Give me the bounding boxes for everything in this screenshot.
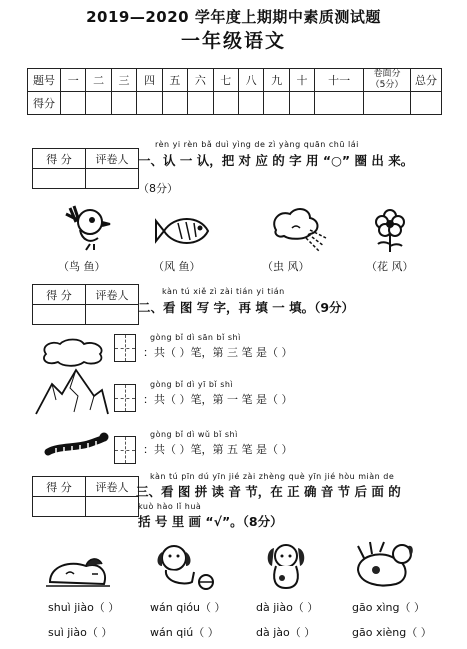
section2-question: 二、看 图 写 字，再 填 一 填。（9分） xyxy=(138,300,355,315)
fish-icon xyxy=(156,213,218,249)
wind-icon xyxy=(270,206,326,252)
exam-subtitle: 一年级语文 xyxy=(180,30,286,52)
score-blank-cell[interactable] xyxy=(238,92,263,115)
grader-score-blank[interactable] xyxy=(33,497,86,517)
pinyin-option[interactable]: suì jiào（ ） xyxy=(48,626,113,639)
grader-name-label: 评卷人 xyxy=(86,477,139,497)
grader-score-label: 得 分 xyxy=(33,477,86,497)
score-blank-cell[interactable] xyxy=(289,92,314,115)
rolling-dog-icon xyxy=(350,540,414,590)
pinyin-option[interactable]: wán qióu（ ） xyxy=(150,601,226,614)
row-question: ：共（ ）笔，第 五 笔 是（ ） xyxy=(143,443,293,456)
score-cell: 一 xyxy=(61,69,86,92)
grader-name-label: 评卷人 xyxy=(86,285,139,305)
grader-name-label: 评卷人 xyxy=(86,149,139,169)
bird-icon xyxy=(56,204,118,252)
score-table-header-row xyxy=(28,69,442,92)
image-label: （风 鱼） xyxy=(153,260,201,273)
pinyin-option[interactable]: dà jào（ ） xyxy=(256,626,316,639)
score-cell: 总分 xyxy=(411,69,442,92)
section1-question: 一、认 一 认，把 对 应 的 字 用 “○” 圈 出 来。 xyxy=(138,153,414,168)
score-table-score-row xyxy=(28,92,442,115)
score-cell: 三 xyxy=(111,69,136,92)
pinyin-option[interactable]: gāo xìng（ ） xyxy=(352,601,425,614)
section3-question-1: 三、看 图 拼 读 音 节，在 正 确 音 节 后 面 的 xyxy=(136,484,401,499)
score-cell: 十 xyxy=(289,69,314,92)
grader-name-blank[interactable] xyxy=(86,169,139,189)
grader-score-label: 得 分 xyxy=(33,285,86,305)
section1-pinyin: rèn yi rèn bǎ duì yìng de zì yàng quān chū lái xyxy=(155,140,359,149)
score-label-cell: 得分 xyxy=(28,92,61,115)
score-cell: 九 xyxy=(264,69,289,92)
ball-dog-icon xyxy=(154,542,216,592)
grader-score-blank[interactable] xyxy=(33,169,86,189)
score-blank-cell[interactable] xyxy=(213,92,238,115)
score-cell: 七 xyxy=(213,69,238,92)
score-cell: 十一 xyxy=(315,69,364,92)
score-blank-cell[interactable] xyxy=(111,92,136,115)
row-pinyin: gòng bǐ dì yī bǐ shì xyxy=(150,380,234,389)
score-blank-cell[interactable] xyxy=(315,92,364,115)
section2-pinyin: kàn tú xiě zì zài tián yi tián xyxy=(162,287,285,296)
grader-name-blank[interactable] xyxy=(86,305,139,325)
tian-grid-box[interactable] xyxy=(114,334,136,362)
sitting-dog-icon xyxy=(258,542,314,590)
section3-question-2: 括 号 里 画 “√”。（8分） xyxy=(138,514,283,529)
sleeping-dog-icon xyxy=(46,548,110,590)
grader-score-label: 得 分 xyxy=(33,149,86,169)
score-blank-cell[interactable] xyxy=(86,92,111,115)
row-pinyin: gòng bǐ dì wǔ bǐ shì xyxy=(150,430,238,439)
score-table xyxy=(27,68,442,115)
score-blank-cell[interactable] xyxy=(61,92,86,115)
section3-pinyin-1: kàn tú pīn dú yīn jié zài zhèng què yīn jié hòu miàn de xyxy=(150,472,395,481)
image-label: （虫 风） xyxy=(262,260,310,273)
score-blank-cell[interactable] xyxy=(364,92,411,115)
score-blank-cell[interactable] xyxy=(411,92,442,115)
grader-box-2 xyxy=(32,284,139,325)
row-pinyin: gòng bǐ dì sān bǐ shì xyxy=(150,333,241,342)
row-question: ：共（ ）笔，第 三 笔 是（ ） xyxy=(143,346,293,359)
score-blank-cell[interactable] xyxy=(162,92,187,115)
section1-points: （8分） xyxy=(138,182,178,195)
worm-icon xyxy=(44,432,108,458)
pinyin-option[interactable]: shuì jiào（ ） xyxy=(48,601,120,614)
row-question: ：共（ ）笔，第 一 笔 是（ ） xyxy=(143,393,293,406)
score-cell: 二 xyxy=(86,69,111,92)
tian-grid-box[interactable] xyxy=(114,436,136,464)
flower-icon xyxy=(370,204,410,254)
score-cell: 八 xyxy=(238,69,263,92)
score-blank-cell[interactable] xyxy=(264,92,289,115)
score-cell: 六 xyxy=(188,69,213,92)
score-cell: 卷面分 （5分） xyxy=(364,69,411,92)
image-label: （花 风） xyxy=(366,260,414,273)
score-cell: 四 xyxy=(137,69,162,92)
mountain-icon xyxy=(36,366,108,416)
grader-box-1 xyxy=(32,148,139,189)
grader-name-blank[interactable] xyxy=(86,497,139,517)
grader-box-3 xyxy=(32,476,139,517)
pinyin-option[interactable]: wán qiú（ ） xyxy=(150,626,219,639)
grader-score-blank[interactable] xyxy=(33,305,86,325)
score-cell: 题号 xyxy=(28,69,61,92)
exam-title: 2019—2020 学年度上期期中素质测试题 xyxy=(86,8,381,26)
pinyin-option[interactable]: gāo xièng（ ） xyxy=(352,626,432,639)
cloud-icon xyxy=(40,338,106,366)
pinyin-option[interactable]: dà jiào（ ） xyxy=(256,601,319,614)
section3-pinyin-2: kuò hào lǐ huà xyxy=(138,502,202,511)
tian-grid-box[interactable] xyxy=(114,384,136,412)
score-blank-cell[interactable] xyxy=(137,92,162,115)
score-cell: 五 xyxy=(162,69,187,92)
score-blank-cell[interactable] xyxy=(188,92,213,115)
image-label: （鸟 鱼） xyxy=(58,260,106,273)
